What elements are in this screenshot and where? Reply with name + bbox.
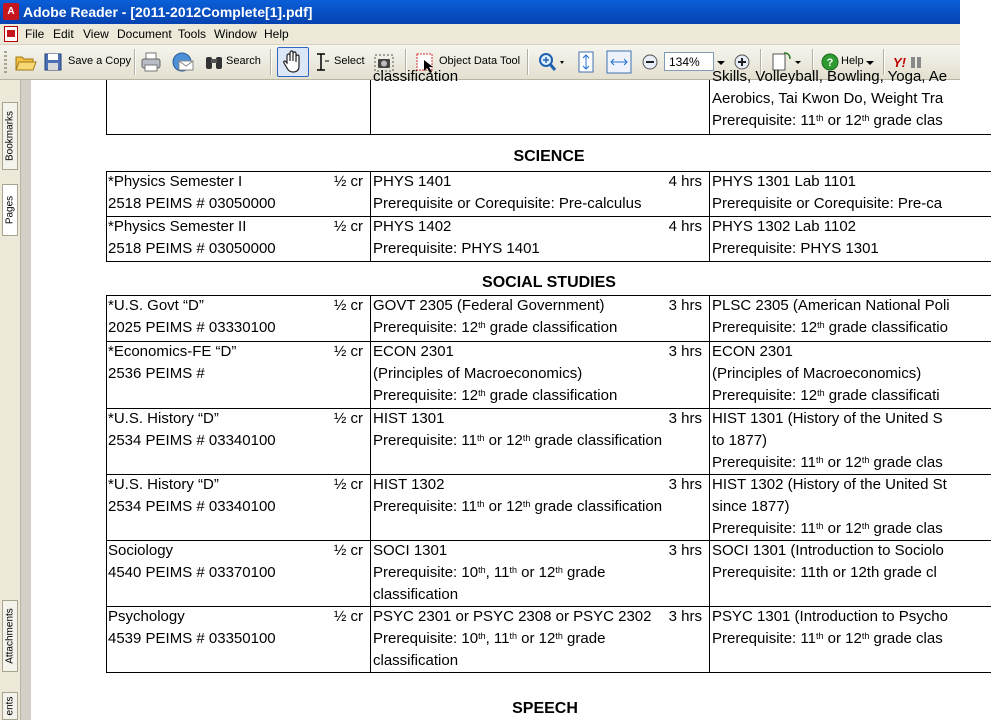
hand-tool-button[interactable] [277,47,309,77]
cell-text: classification [373,68,459,85]
table-border [370,408,371,474]
table-border [106,672,991,673]
open-folder-icon[interactable] [13,49,37,75]
credit-value: ½ cr [333,173,363,190]
table-border [370,216,371,261]
menu-document[interactable]: Document [117,27,172,41]
comments-tab[interactable] [2,692,18,720]
table-border [106,540,107,606]
menu-bar [0,24,960,45]
college-course: PHYS 1401 [373,173,452,190]
table-border [106,134,991,135]
hours-value: 3 hrs [668,297,702,314]
college-course: HIST 1302 [373,476,445,493]
comments-tab-label: ents [4,696,16,716]
help-button[interactable]: Help [841,55,864,67]
course-name: Sociology [108,542,174,559]
email-icon[interactable] [171,49,195,75]
hours-value: 3 hrs [668,476,702,493]
table-border [106,295,991,296]
hours-value: 3 hrs [668,542,702,559]
section-heading-science: SCIENCE [513,148,585,165]
credit-value: ½ cr [333,476,363,493]
object-data-tool-button[interactable]: Object Data Tool [439,55,521,67]
table-border [709,171,710,216]
college-course: classification [373,652,459,669]
hours-value: 3 hrs [668,343,702,360]
pages-tab-label: Pages [4,195,16,225]
college-course: PHYS 1402 [373,218,452,235]
table-border [106,341,991,342]
university-course: Prerequisite: 11th or 12th grade clas [712,454,943,471]
table-border [370,474,371,540]
table-border [106,540,991,541]
hand-icon [278,48,308,76]
panel-gutter [21,80,31,720]
college-course: Prerequisite: 11th or 12th grade classification [373,498,663,515]
college-course: (Principles of Macroeconomics) [373,365,583,382]
attachments-tab-label: Attachments [4,608,16,664]
college-course: PSYC 2301 or PSYC 2308 or PSYC 2302 [373,608,652,625]
table-border [709,540,710,606]
table-border [106,606,991,607]
menu-file[interactable]: File [25,27,45,41]
zoom-in-tool-icon[interactable] [536,49,566,75]
pages-tab[interactable] [2,184,18,236]
credit-value: ½ cr [333,343,363,360]
university-course: PHYS 1301 Lab 1101 [712,173,857,190]
table-border [709,408,710,474]
course-name: 2025 PEIMS # 03330100 [108,319,276,336]
bookmarks-tab-label: Bookmarks [4,110,16,162]
table-border [106,171,991,172]
university-course: PLSC 2305 (American National Poli [712,297,950,314]
college-course: Prerequisite: 11th or 12th grade classification [373,432,663,449]
print-icon[interactable] [140,49,162,75]
hours-value: 3 hrs [668,608,702,625]
fit-width-icon[interactable] [606,49,632,75]
college-course: Prerequisite: 12th grade classification [373,387,618,404]
table-border [370,171,371,216]
hours-value: 4 hrs [668,173,702,190]
menu-tools[interactable]: Tools [178,27,207,41]
university-course: Prerequisite: 11th or 12th grade cl [712,564,937,581]
credit-value: ½ cr [333,542,363,559]
zoom-input[interactable]: 134% [664,52,714,71]
save-copy-button[interactable]: Save a Copy [68,55,131,67]
toolbar-grip[interactable] [4,51,7,73]
adobe-reader-icon: A [3,3,19,20]
university-course: Prerequisite: 11th or 12th grade clas [712,520,943,537]
college-course: GOVT 2305 (Federal Government) [373,297,605,314]
university-course: (Principles of Macroeconomics) [712,365,922,382]
hours-value: 4 hrs [668,218,702,235]
window-title: Adobe Reader - [2011-2012Complete[1].pdf] [23,4,313,20]
credit-value: ½ cr [333,410,363,427]
bookmarks-tab[interactable] [2,102,18,170]
svg-text:Y!: Y! [893,55,906,70]
university-course: Prerequisite: PHYS 1301 [712,240,879,257]
university-course: Prerequisite: 12th grade classificatio [712,319,948,336]
university-course: Prerequisite: 12th grade classificati [712,387,940,404]
table-border [106,261,991,262]
university-course: SOCI 1301 (Introduction to Sociolo [712,542,944,559]
course-name: 2534 PEIMS # 03340100 [108,432,276,449]
course-name: *U.S. History “D” [108,476,219,493]
college-course: Prerequisite: 10th, 11th or 12th grade [373,564,606,581]
college-course: ECON 2301 [373,343,454,360]
course-name: 2534 PEIMS # 03340100 [108,498,276,515]
college-course: HIST 1301 [373,410,445,427]
course-name: 4539 PEIMS # 03350100 [108,630,276,647]
course-name: *U.S. History “D” [108,410,219,427]
select-button[interactable]: Select [334,55,365,67]
menu-help[interactable]: Help [264,27,289,41]
text-select-icon[interactable] [312,49,330,75]
table-border [709,80,710,134]
course-name: 2536 PEIMS # [108,365,205,382]
table-border [370,606,371,672]
course-name: *U.S. Govt “D” [108,297,204,314]
credit-value: ½ cr [333,218,363,235]
college-course: SOCI 1301 [373,542,448,559]
college-course: Prerequisite: 10th, 11th or 12th grade [373,630,606,647]
course-name: *Physics Semester I [108,173,243,190]
table-border [106,216,107,261]
section-heading-speech: SPEECH [512,700,578,717]
college-course: Prerequisite or Corequisite: Pre-calculus [373,195,642,212]
university-course: to 1877) [712,432,768,449]
course-name: *Physics Semester II [108,218,247,235]
attachments-tab[interactable] [2,600,18,672]
document-icon[interactable] [4,26,18,42]
save-copy-icon[interactable] [42,49,64,75]
credit-value: ½ cr [333,297,363,314]
cell-text: Aerobics, Tai Kwon Do, Weight Tra [712,90,944,107]
course-name: *Economics-FE “D” [108,343,237,360]
university-course: HIST 1302 (History of the United St [712,476,947,493]
university-course: PHYS 1302 Lab 1102 [712,218,857,235]
university-course: since 1877) [712,498,790,515]
university-course: Prerequisite: 11th or 12th grade clas [712,630,943,647]
college-course: classification [373,586,459,603]
table-border [370,295,371,341]
search-button[interactable]: Search [226,55,261,67]
course-name: 4540 PEIMS # 03370100 [108,564,276,581]
credit-value: ½ cr [333,608,363,625]
table-border [106,474,991,475]
table-border [709,216,710,261]
table-border [106,295,107,341]
cell-text: Prerequisite: 11th or 12th grade clas [712,112,943,129]
zoom-out-icon[interactable] [640,49,660,75]
table-border [106,474,107,540]
course-name: 2518 PEIMS # 03050000 [108,240,276,257]
table-border [106,171,107,216]
menu-window[interactable]: Window [214,27,257,41]
table-border [106,408,991,409]
svg-text:?: ? [826,57,834,69]
university-course: Prerequisite or Corequisite: Pre-ca [712,195,943,212]
hours-value: 3 hrs [668,410,702,427]
menu-view[interactable]: View [83,27,109,41]
fit-height-icon[interactable] [576,49,596,75]
university-course: HIST 1301 (History of the United S [712,410,943,427]
table-border [106,606,107,672]
table-border [709,341,710,408]
table-border [370,540,371,606]
college-course: Prerequisite: 12th grade classification [373,319,618,336]
table-border [106,408,107,474]
table-border [709,474,710,540]
section-heading-social-studies: SOCIAL STUDIES [482,274,616,291]
binoculars-icon[interactable] [203,49,225,75]
university-course: PSYC 1301 (Introduction to Psycho [712,608,948,625]
table-border [106,216,991,217]
table-border [370,80,371,134]
table-border [106,80,107,134]
college-course: Prerequisite: PHYS 1401 [373,240,540,257]
navigation-panel [0,80,21,720]
table-border [709,295,710,341]
title-bar [0,0,960,24]
table-border [106,341,107,408]
table-border [709,606,710,672]
table-border [370,341,371,408]
course-name: Psychology [108,608,185,625]
university-course: ECON 2301 [712,343,793,360]
cell-text: Skills, Volleyball, Bowling, Yoga, Ae [712,68,948,85]
course-name: 2518 PEIMS # 03050000 [108,195,276,212]
menu-edit[interactable]: Edit [53,27,74,41]
document-page[interactable] [31,68,960,720]
